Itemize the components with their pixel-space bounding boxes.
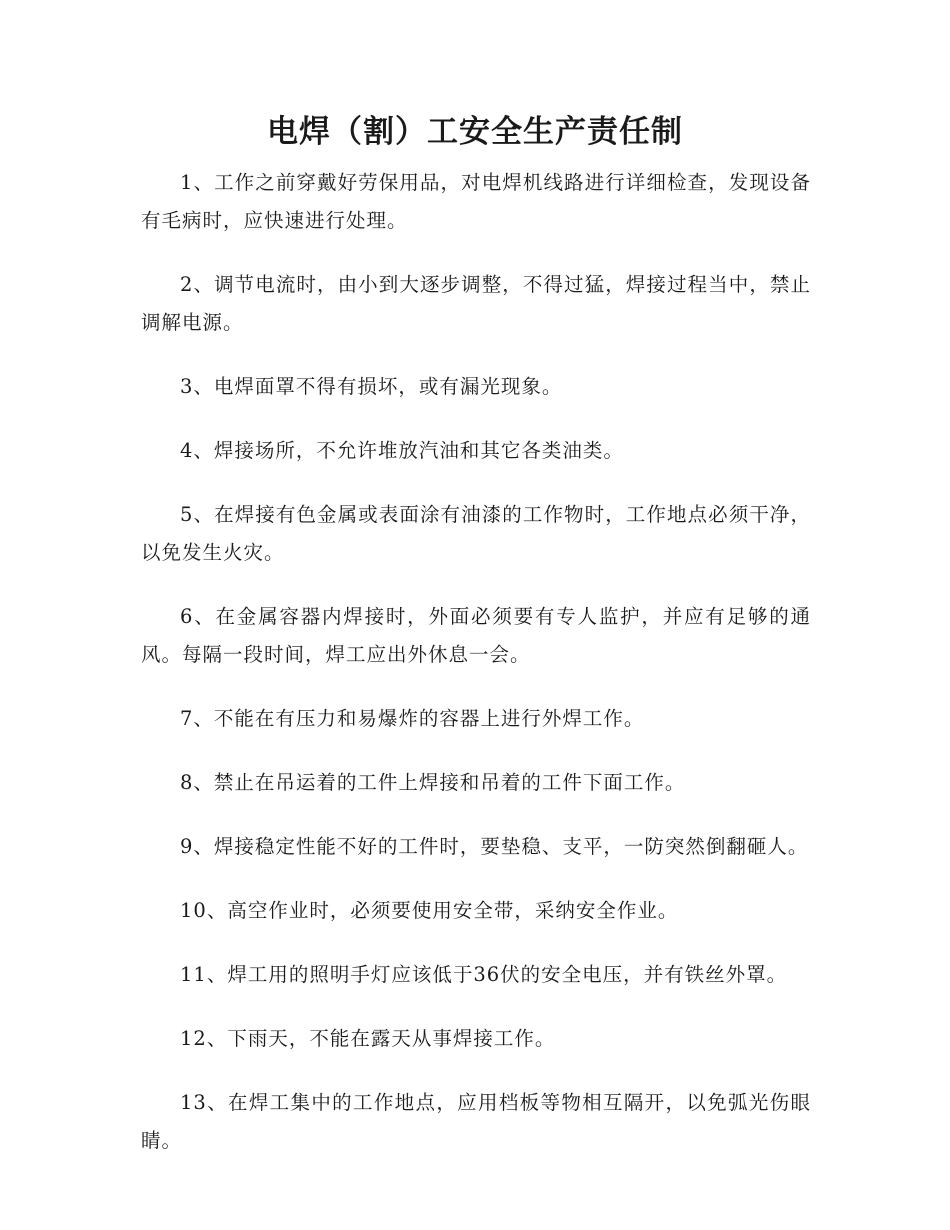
paragraph-3: 3、电焊面罩不得有损坏，或有漏光现象。 xyxy=(180,375,563,398)
paragraph-5: 5、在焊接有色金属或表面涂有油漆的工作物时，工作地点必须干净，以免发生火灾。 xyxy=(141,503,811,564)
paragraph-6: 6、在金属容器内焊接时，外面必须要有专人监护，并应有足够的通风。每隔一段时间，焊工应出外休息一会。 xyxy=(141,605,811,666)
paragraph-10: 10、高空作业时，必须要使用安全带，采纳安全作业。 xyxy=(180,899,679,922)
paragraph-12: 12、下雨天，不能在露天从事焊接工作。 xyxy=(180,1027,556,1050)
paragraph-11: 11、焊工用的照明手灯应该低于36伏的安全电压，并有铁丝外罩。 xyxy=(180,963,788,986)
document-body xyxy=(141,164,811,1186)
paragraph-4: 4、焊接场所，不允许堆放汽油和其它各类油类。 xyxy=(180,439,624,462)
paragraph-9: 9、焊接稳定性能不好的工件时，要垫稳、支平，一防突然倒翻砸人。 xyxy=(180,835,809,858)
paragraph-13: 13、在焊工集中的工作地点，应用档板等物相互隔开，以免弧光伤眼睛。 xyxy=(141,1091,811,1152)
paragraph-1: 1、工作之前穿戴好劳保用品，对电焊机线路进行详细检查，发现设备有毛病时，应快速进行处理。 xyxy=(141,171,811,232)
paragraph-2: 2、调节电流时，由小到大逐步调整，不得过猛，焊接过程当中，禁止调解电源。 xyxy=(141,273,811,334)
document-title: 电焊（割）工安全生产责任制 xyxy=(267,114,683,150)
paragraph-7: 7、不能在有压力和易爆炸的容器上进行外焊工作。 xyxy=(180,707,645,730)
paragraph-8: 8、禁止在吊运着的工件上焊接和吊着的工件下面工作。 xyxy=(180,771,686,794)
